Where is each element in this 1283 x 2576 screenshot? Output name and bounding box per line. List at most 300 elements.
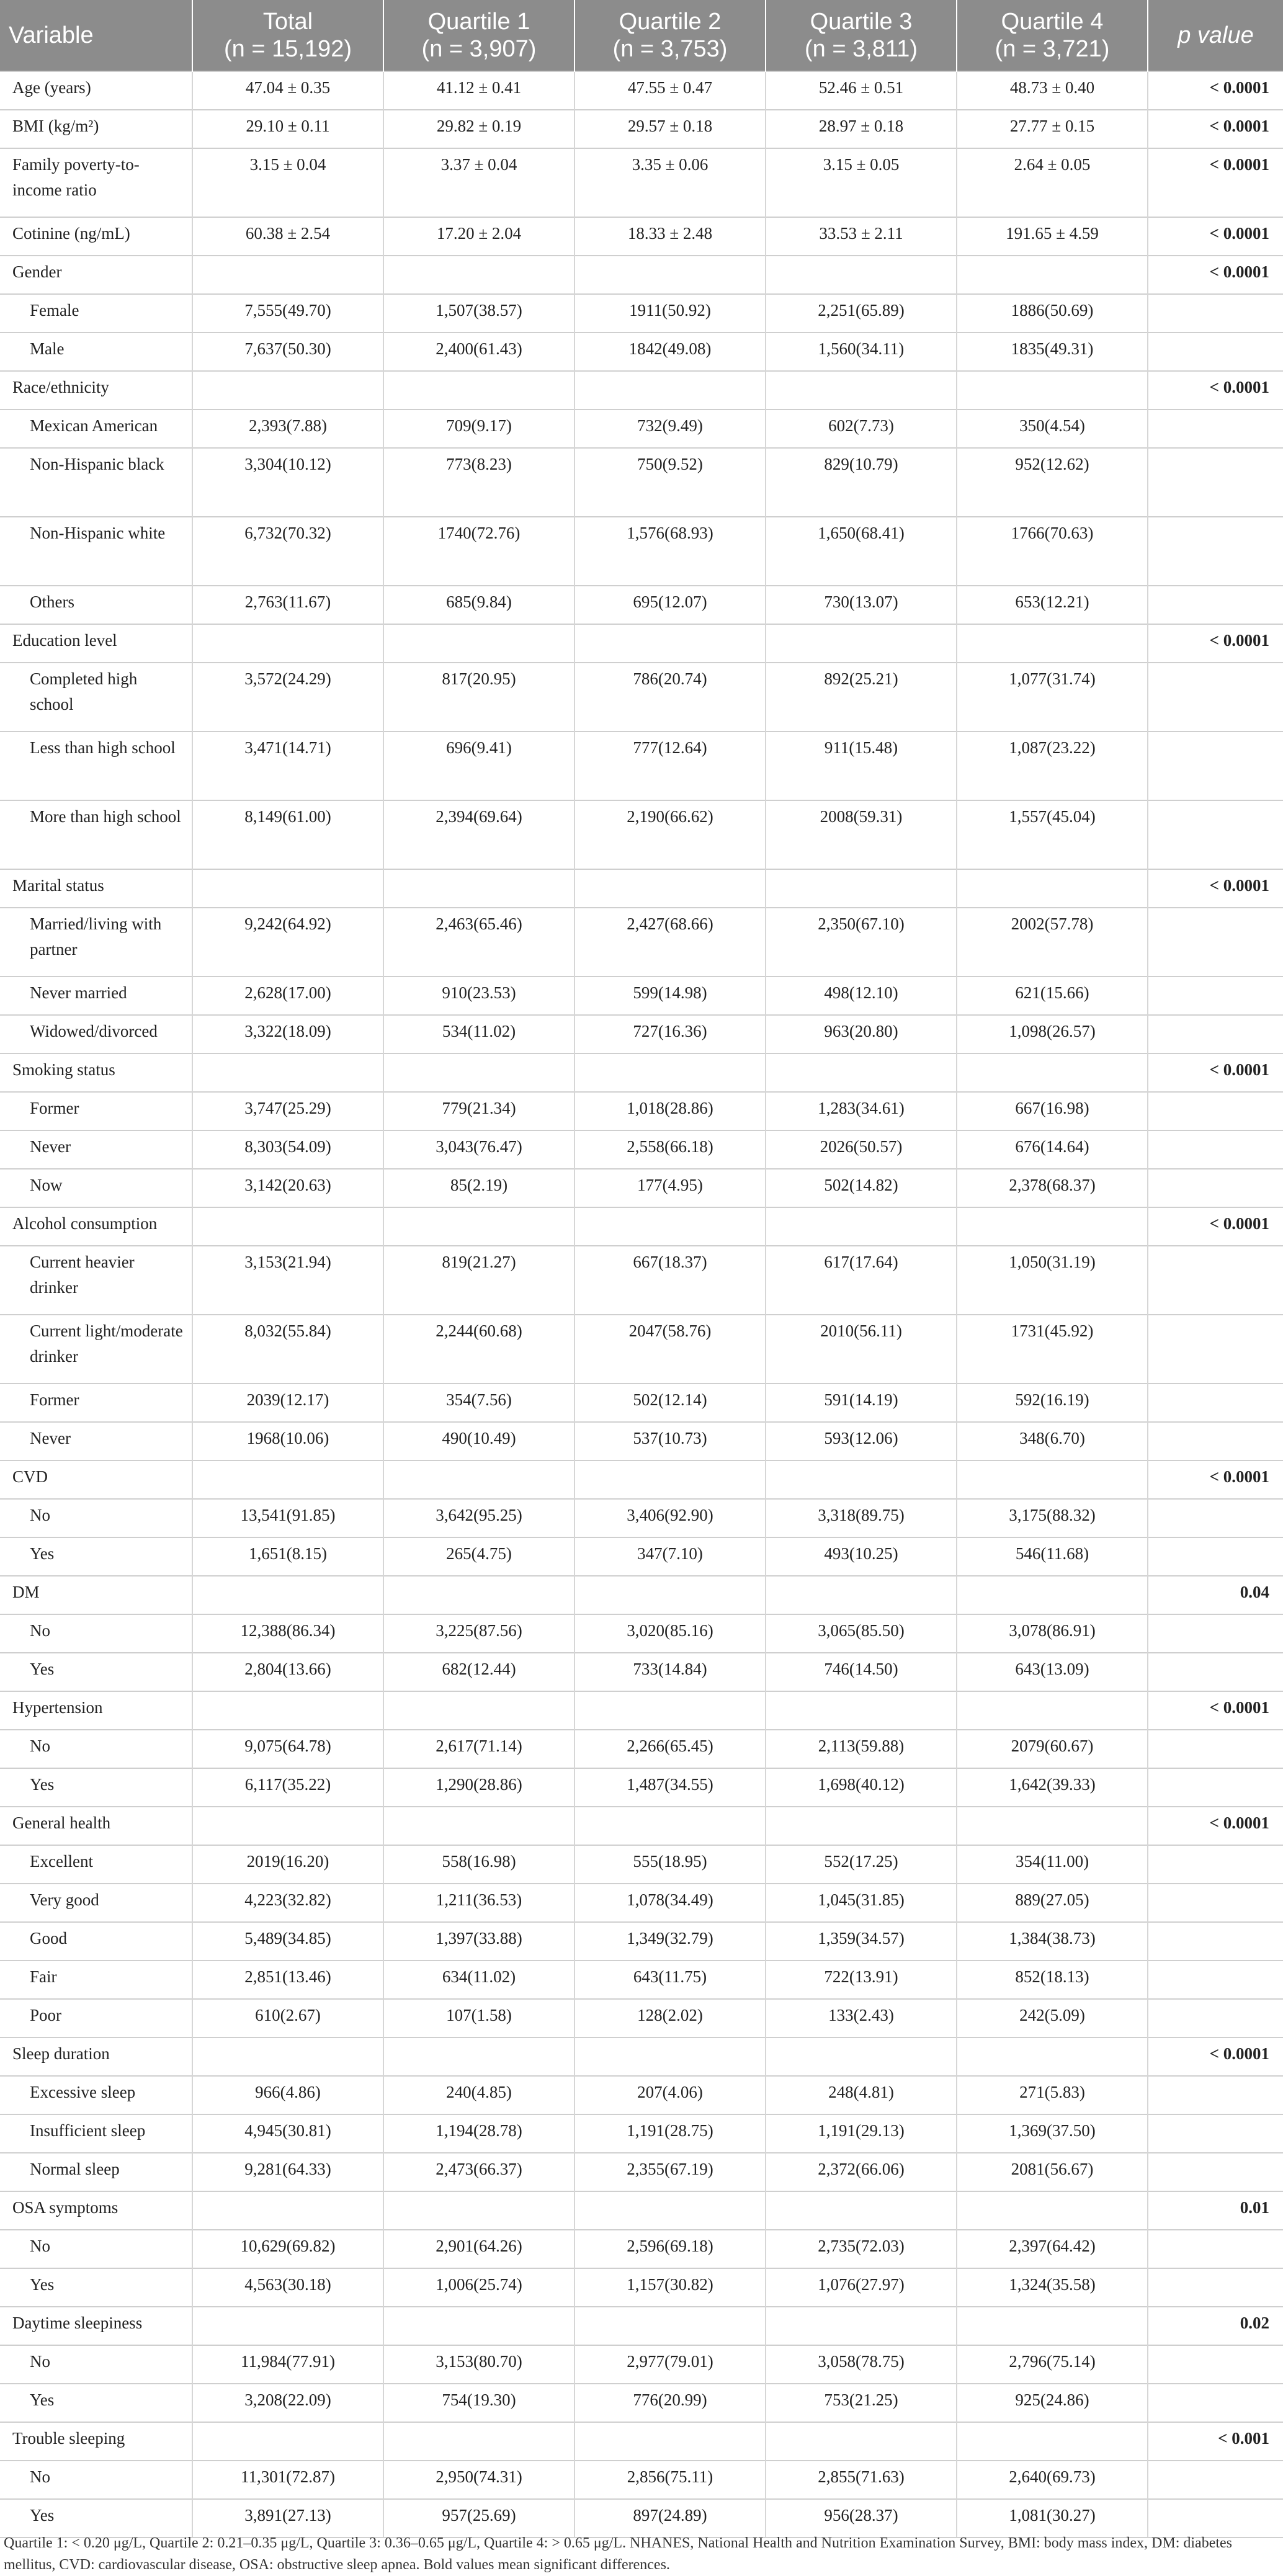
quartile-1-cell: 265(4.75): [383, 1537, 574, 1576]
quartile-1-cell: 682(12.44): [383, 1653, 574, 1691]
total-cell: 1968(10.06): [192, 1422, 383, 1460]
p-value-cell: < 0.0001: [1148, 2037, 1283, 2076]
quartile-2-cell: 1842(49.08): [574, 333, 766, 371]
total-cell: [192, 2422, 383, 2461]
quartile-4-cell: 1731(45.92): [957, 1315, 1148, 1384]
header-quartile-4: [957, 0, 1148, 71]
category-label: Yes: [0, 1537, 192, 1576]
quartile-2-cell: 750(9.52): [574, 448, 766, 517]
quartile-1-cell: 779(21.34): [383, 1092, 574, 1130]
category-label: Current light/moderate drinker: [0, 1315, 192, 1384]
table-row: [0, 2422, 1283, 2461]
quartile-1-cell: 685(9.84): [383, 586, 574, 624]
quartile-2-cell: [574, 2191, 766, 2230]
table-row: [0, 1130, 1283, 1169]
quartile-4-cell: [957, 2191, 1148, 2230]
quartile-3-cell: 2,251(65.89): [766, 294, 957, 333]
p-value-cell: < 0.0001: [1148, 71, 1283, 110]
quartile-4-cell: 1,081(30.27): [957, 2499, 1148, 2538]
variable-label: Gender: [0, 256, 192, 294]
header-p-value-label: p value: [1178, 22, 1254, 48]
quartile-2-cell: [574, 869, 766, 908]
quartile-3-cell: [766, 2422, 957, 2461]
variable-label: Smoking status: [0, 1053, 192, 1092]
total-cell: 12,388(86.34): [192, 1614, 383, 1653]
p-value-cell: [1148, 1768, 1283, 1807]
p-value-cell: < 0.0001: [1148, 256, 1283, 294]
total-cell: 2019(16.20): [192, 1845, 383, 1884]
total-cell: 6,732(70.32): [192, 517, 383, 586]
total-cell: 13,541(91.85): [192, 1499, 383, 1537]
quartile-4-cell: 2081(56.67): [957, 2153, 1148, 2191]
table-row: [0, 294, 1283, 333]
table-row: [0, 2345, 1283, 2384]
quartile-1-cell: 354(7.56): [383, 1384, 574, 1422]
quartile-2-cell: 1,487(34.55): [574, 1768, 766, 1807]
quartile-3-cell: [766, 1207, 957, 1246]
quartile-3-cell: 593(12.06): [766, 1422, 957, 1460]
category-label: Widowed/divorced: [0, 1015, 192, 1053]
table-row: [0, 1015, 1283, 1053]
p-value-cell: [1148, 1422, 1283, 1460]
quartile-3-cell: 28.97 ± 0.18: [766, 110, 957, 148]
p-value-cell: [1148, 2153, 1283, 2191]
p-value-cell: [1148, 448, 1283, 517]
table-row: [0, 1884, 1283, 1922]
quartile-4-cell: 3,078(86.91): [957, 1614, 1148, 1653]
quartile-4-cell: [957, 2307, 1148, 2345]
quartile-2-cell: 777(12.64): [574, 731, 766, 800]
quartile-1-cell: 534(11.02): [383, 1015, 574, 1053]
total-cell: 8,149(61.00): [192, 800, 383, 869]
quartile-4-cell: 1,324(35.58): [957, 2268, 1148, 2307]
category-label: Female: [0, 294, 192, 333]
quartile-2-cell: 1911(50.92): [574, 294, 766, 333]
total-cell: 8,303(54.09): [192, 1130, 383, 1169]
quartile-1-cell: 910(23.53): [383, 977, 574, 1015]
quartile-1-cell: 2,473(66.37): [383, 2153, 574, 2191]
quartile-4-cell: 1835(49.31): [957, 333, 1148, 371]
category-label: No: [0, 2461, 192, 2499]
table-row: [0, 333, 1283, 371]
quartile-4-cell: [957, 1053, 1148, 1092]
quartile-4-cell: 952(12.62): [957, 448, 1148, 517]
table-row: [0, 731, 1283, 800]
total-cell: 3,322(18.09): [192, 1015, 383, 1053]
category-label: Normal sleep: [0, 2153, 192, 2191]
p-value-cell: < 0.0001: [1148, 1207, 1283, 1246]
quartile-1-cell: 2,400(61.43): [383, 333, 574, 371]
p-value-cell: [1148, 586, 1283, 624]
total-cell: 4,563(30.18): [192, 2268, 383, 2307]
quartile-3-cell: [766, 1807, 957, 1845]
quartile-2-cell: [574, 256, 766, 294]
quartile-1-cell: 558(16.98): [383, 1845, 574, 1884]
table-row: [0, 1053, 1283, 1092]
quartile-2-cell: 3.35 ± 0.06: [574, 148, 766, 217]
total-cell: [192, 2191, 383, 2230]
quartile-1-cell: 3,043(76.47): [383, 1130, 574, 1169]
quartile-1-cell: 29.82 ± 0.19: [383, 110, 574, 148]
total-cell: 3,747(25.29): [192, 1092, 383, 1130]
total-cell: [192, 869, 383, 908]
quartile-3-cell: 2,372(66.06): [766, 2153, 957, 2191]
quartile-2-cell: 1,576(68.93): [574, 517, 766, 586]
p-value-cell: [1148, 731, 1283, 800]
quartile-1-cell: 754(19.30): [383, 2384, 574, 2422]
total-cell: 1,651(8.15): [192, 1537, 383, 1576]
total-cell: 11,301(72.87): [192, 2461, 383, 2499]
header-quartile-4-n: (n = 3,721): [995, 36, 1110, 62]
quartile-3-cell: 1,698(40.12): [766, 1768, 957, 1807]
quartile-3-cell: 498(12.10): [766, 977, 957, 1015]
p-value-cell: [1148, 1999, 1283, 2037]
header-variable: Variable: [0, 0, 192, 71]
quartile-2-cell: 2,558(66.18): [574, 1130, 766, 1169]
header-total-label: Total: [262, 9, 313, 35]
total-cell: 3,572(24.29): [192, 663, 383, 731]
total-cell: 4,945(30.81): [192, 2114, 383, 2153]
quartile-2-cell: [574, 371, 766, 409]
quartile-4-cell: 592(16.19): [957, 1384, 1148, 1422]
quartile-3-cell: [766, 624, 957, 663]
p-value-cell: [1148, 1499, 1283, 1537]
p-value-cell: [1148, 1130, 1283, 1169]
quartile-2-cell: 47.55 ± 0.47: [574, 71, 766, 110]
table-row: [0, 1246, 1283, 1315]
quartile-4-cell: 667(16.98): [957, 1092, 1148, 1130]
quartile-2-cell: 2,190(66.62): [574, 800, 766, 869]
quartile-2-cell: 2,596(69.18): [574, 2230, 766, 2268]
table-row: [0, 2230, 1283, 2268]
quartile-4-cell: 1,384(38.73): [957, 1922, 1148, 1961]
category-label: Married/living with partner: [0, 908, 192, 977]
total-cell: 6,117(35.22): [192, 1768, 383, 1807]
table-row: [0, 869, 1283, 908]
variable-label: Hypertension: [0, 1691, 192, 1730]
total-cell: [192, 2307, 383, 2345]
quartile-2-cell: 1,078(34.49): [574, 1884, 766, 1922]
table-row: [0, 1092, 1283, 1130]
total-cell: 8,032(55.84): [192, 1315, 383, 1384]
p-value-cell: [1148, 1092, 1283, 1130]
table-row: [0, 409, 1283, 448]
header-quartile-3-n: (n = 3,811): [804, 36, 918, 62]
quartile-1-cell: 3,642(95.25): [383, 1499, 574, 1537]
quartile-4-cell: [957, 371, 1148, 409]
quartile-3-cell: 33.53 ± 2.11: [766, 217, 957, 256]
quartile-4-cell: 2.64 ± 0.05: [957, 148, 1148, 217]
quartile-3-cell: 1,076(27.97): [766, 2268, 957, 2307]
p-value-cell: [1148, 1169, 1283, 1207]
quartile-2-cell: 3,020(85.16): [574, 1614, 766, 1653]
table-row: [0, 2461, 1283, 2499]
quartile-1-cell: 817(20.95): [383, 663, 574, 731]
quartile-1-cell: 819(21.27): [383, 1246, 574, 1315]
quartile-2-cell: 2047(58.76): [574, 1315, 766, 1384]
quartile-3-cell: 248(4.81): [766, 2076, 957, 2114]
quartile-2-cell: 727(16.36): [574, 1015, 766, 1053]
quartile-3-cell: 1,359(34.57): [766, 1922, 957, 1961]
quartile-4-cell: 1,087(23.22): [957, 731, 1148, 800]
quartile-4-cell: 1766(70.63): [957, 517, 1148, 586]
quartile-3-cell: 753(21.25): [766, 2384, 957, 2422]
quartile-2-cell: 732(9.49): [574, 409, 766, 448]
quartile-4-cell: 3,175(88.32): [957, 1499, 1148, 1537]
quartile-4-cell: [957, 1576, 1148, 1614]
total-cell: 5,489(34.85): [192, 1922, 383, 1961]
quartile-2-cell: 2,355(67.19): [574, 2153, 766, 2191]
quartile-3-cell: 1,283(34.61): [766, 1092, 957, 1130]
total-cell: [192, 1691, 383, 1730]
total-cell: 60.38 ± 2.54: [192, 217, 383, 256]
quartile-1-cell: [383, 2037, 574, 2076]
category-label: Yes: [0, 1653, 192, 1691]
table-row: [0, 2384, 1283, 2422]
quartile-2-cell: 2,856(75.11): [574, 2461, 766, 2499]
quartile-4-cell: 852(18.13): [957, 1961, 1148, 1999]
table-row: [0, 448, 1283, 517]
table-row: [0, 586, 1283, 624]
category-label: No: [0, 2230, 192, 2268]
p-value-cell: [1148, 1653, 1283, 1691]
total-cell: 2,804(13.66): [192, 1653, 383, 1691]
quartile-2-cell: 643(11.75): [574, 1961, 766, 1999]
quartile-1-cell: [383, 256, 574, 294]
total-cell: [192, 256, 383, 294]
category-label: Yes: [0, 2499, 192, 2538]
total-cell: [192, 1460, 383, 1499]
quartile-1-cell: [383, 371, 574, 409]
table-row: [0, 1169, 1283, 1207]
category-label: Fair: [0, 1961, 192, 1999]
quartile-2-cell: 897(24.89): [574, 2499, 766, 2538]
header-quartile-1-n: (n = 3,907): [421, 36, 537, 62]
p-value-cell: < 0.0001: [1148, 1691, 1283, 1730]
quartile-2-cell: 537(10.73): [574, 1422, 766, 1460]
quartile-1-cell: 1740(72.76): [383, 517, 574, 586]
total-cell: [192, 1207, 383, 1246]
quartile-3-cell: 3,058(78.75): [766, 2345, 957, 2384]
p-value-cell: [1148, 1246, 1283, 1315]
category-label: Mexican American: [0, 409, 192, 448]
quartile-4-cell: [957, 624, 1148, 663]
table-row: [0, 1845, 1283, 1884]
p-value-cell: [1148, 977, 1283, 1015]
quartile-4-cell: 1,077(31.74): [957, 663, 1148, 731]
category-label: Poor: [0, 1999, 192, 2037]
quartile-4-cell: [957, 869, 1148, 908]
quartile-1-cell: [383, 2307, 574, 2345]
quartile-1-cell: 3,153(80.70): [383, 2345, 574, 2384]
p-value-cell: < 0.0001: [1148, 624, 1283, 663]
quartile-2-cell: 502(12.14): [574, 1384, 766, 1422]
table-row: [0, 2499, 1283, 2538]
variable-label: Trouble sleeping: [0, 2422, 192, 2461]
quartile-4-cell: 191.65 ± 4.59: [957, 217, 1148, 256]
total-cell: 29.10 ± 0.11: [192, 110, 383, 148]
table-row: [0, 1422, 1283, 1460]
table-row: [0, 110, 1283, 148]
quartile-1-cell: 1,507(38.57): [383, 294, 574, 333]
quartile-2-cell: 786(20.74): [574, 663, 766, 731]
header-quartile-4-label: Quartile 4: [1001, 9, 1104, 35]
table-row: [0, 1730, 1283, 1768]
table-row: [0, 148, 1283, 217]
p-value-cell: [1148, 2268, 1283, 2307]
table-row: [0, 2268, 1283, 2307]
quartile-3-cell: [766, 2037, 957, 2076]
table-row: [0, 256, 1283, 294]
quartile-2-cell: 2,427(68.66): [574, 908, 766, 977]
quartile-1-cell: 2,617(71.14): [383, 1730, 574, 1768]
variable-label: Race/ethnicity: [0, 371, 192, 409]
quartile-2-cell: 776(20.99): [574, 2384, 766, 2422]
quartile-1-cell: 2,463(65.46): [383, 908, 574, 977]
p-value-cell: [1148, 2076, 1283, 2114]
category-label: No: [0, 1614, 192, 1653]
quartile-3-cell: 502(14.82): [766, 1169, 957, 1207]
quartile-4-cell: 348(6.70): [957, 1422, 1148, 1460]
quartile-3-cell: 2,855(71.63): [766, 2461, 957, 2499]
quartile-1-cell: 1,006(25.74): [383, 2268, 574, 2307]
quartile-3-cell: [766, 2191, 957, 2230]
quartile-1-cell: 2,394(69.64): [383, 800, 574, 869]
quartile-1-cell: 2,244(60.68): [383, 1315, 574, 1384]
category-label: Good: [0, 1922, 192, 1961]
table-row: [0, 800, 1283, 869]
quartile-1-cell: 1,290(28.86): [383, 1768, 574, 1807]
p-value-cell: < 0.0001: [1148, 1053, 1283, 1092]
quartile-1-cell: 957(25.69): [383, 2499, 574, 2538]
table-row: [0, 1576, 1283, 1614]
quartile-2-cell: 177(4.95): [574, 1169, 766, 1207]
p-value-cell: [1148, 333, 1283, 371]
total-cell: 9,242(64.92): [192, 908, 383, 977]
quartile-2-cell: 599(14.98): [574, 977, 766, 1015]
header-quartile-1-label: Quartile 1: [427, 9, 530, 35]
quartile-2-cell: 555(18.95): [574, 1845, 766, 1884]
total-cell: 11,984(77.91): [192, 2345, 383, 2384]
quartile-3-cell: 746(14.50): [766, 1653, 957, 1691]
table-row: [0, 2153, 1283, 2191]
table-row: [0, 977, 1283, 1015]
total-cell: 3,471(14.71): [192, 731, 383, 800]
quartile-4-cell: 676(14.64): [957, 1130, 1148, 1169]
header-quartile-1: [383, 0, 574, 71]
quartile-3-cell: 52.46 ± 0.51: [766, 71, 957, 110]
table-row: [0, 1384, 1283, 1422]
quartile-4-cell: 2,640(69.73): [957, 2461, 1148, 2499]
p-value-cell: [1148, 2230, 1283, 2268]
quartile-3-cell: [766, 1691, 957, 1730]
total-cell: 2,763(11.67): [192, 586, 383, 624]
category-label: Now: [0, 1169, 192, 1207]
quartile-4-cell: 546(11.68): [957, 1537, 1148, 1576]
category-label: No: [0, 2345, 192, 2384]
category-label: Insufficient sleep: [0, 2114, 192, 2153]
p-value-cell: [1148, 2499, 1283, 2538]
quartile-2-cell: 29.57 ± 0.18: [574, 110, 766, 148]
quartile-3-cell: 2,350(67.10): [766, 908, 957, 977]
quartile-1-cell: 634(11.02): [383, 1961, 574, 1999]
table-row: [0, 217, 1283, 256]
variable-label: Education level: [0, 624, 192, 663]
quartile-4-cell: 621(15.66): [957, 977, 1148, 1015]
p-value-cell: < 0.001: [1148, 2422, 1283, 2461]
category-label: More than high school: [0, 800, 192, 869]
category-label: Less than high school: [0, 731, 192, 800]
quartile-4-cell: [957, 1807, 1148, 1845]
p-value-cell: [1148, 294, 1283, 333]
quartile-3-cell: 3,318(89.75): [766, 1499, 957, 1537]
variable-label: Cotinine (ng/mL): [0, 217, 192, 256]
total-cell: [192, 2037, 383, 2076]
variable-label: OSA symptoms: [0, 2191, 192, 2230]
p-value-cell: [1148, 1384, 1283, 1422]
quartile-4-cell: 2,397(64.42): [957, 2230, 1148, 2268]
p-value-cell: < 0.0001: [1148, 1460, 1283, 1499]
quartile-1-cell: 773(8.23): [383, 448, 574, 517]
total-cell: 9,281(64.33): [192, 2153, 383, 2191]
quartile-3-cell: 602(7.73): [766, 409, 957, 448]
category-label: Never: [0, 1130, 192, 1169]
quartile-1-cell: [383, 869, 574, 908]
p-value-cell: [1148, 2384, 1283, 2422]
category-label: Excellent: [0, 1845, 192, 1884]
variable-label: General health: [0, 1807, 192, 1845]
quartile-1-cell: [383, 1576, 574, 1614]
quartile-2-cell: 347(7.10): [574, 1537, 766, 1576]
quartile-3-cell: [766, 256, 957, 294]
header-quartile-2-n: (n = 3,753): [612, 36, 728, 62]
total-cell: [192, 371, 383, 409]
quartile-3-cell: 730(13.07): [766, 586, 957, 624]
quartile-1-cell: 2,901(64.26): [383, 2230, 574, 2268]
quartile-2-cell: 1,191(28.75): [574, 2114, 766, 2153]
quartile-4-cell: 889(27.05): [957, 1884, 1148, 1922]
header-total: [192, 0, 383, 71]
p-value-cell: 0.02: [1148, 2307, 1283, 2345]
category-label: No: [0, 1499, 192, 1537]
quartile-1-cell: 3,225(87.56): [383, 1614, 574, 1653]
quartile-3-cell: 2,113(59.88): [766, 1730, 957, 1768]
quartile-4-cell: [957, 1691, 1148, 1730]
table-row: [0, 1614, 1283, 1653]
quartile-3-cell: 3.15 ± 0.05: [766, 148, 957, 217]
quartile-3-cell: 2008(59.31): [766, 800, 957, 869]
table-row: [0, 624, 1283, 663]
quartile-4-cell: 1,642(39.33): [957, 1768, 1148, 1807]
total-cell: [192, 1807, 383, 1845]
total-cell: 2,628(17.00): [192, 977, 383, 1015]
table-row: [0, 663, 1283, 731]
quartile-3-cell: 2010(56.11): [766, 1315, 957, 1384]
quartile-2-cell: [574, 1053, 766, 1092]
quartile-2-cell: 18.33 ± 2.48: [574, 217, 766, 256]
quartile-4-cell: 2,796(75.14): [957, 2345, 1148, 2384]
quartile-1-cell: [383, 624, 574, 663]
category-label: Yes: [0, 2268, 192, 2307]
quartile-1-cell: 1,397(33.88): [383, 1922, 574, 1961]
quartile-3-cell: 963(20.80): [766, 1015, 957, 1053]
category-label: Others: [0, 586, 192, 624]
p-value-cell: 0.04: [1148, 1576, 1283, 1614]
quartile-2-cell: 1,018(28.86): [574, 1092, 766, 1130]
quartile-4-cell: [957, 2422, 1148, 2461]
total-cell: 7,637(50.30): [192, 333, 383, 371]
quartile-3-cell: 1,191(29.13): [766, 2114, 957, 2153]
